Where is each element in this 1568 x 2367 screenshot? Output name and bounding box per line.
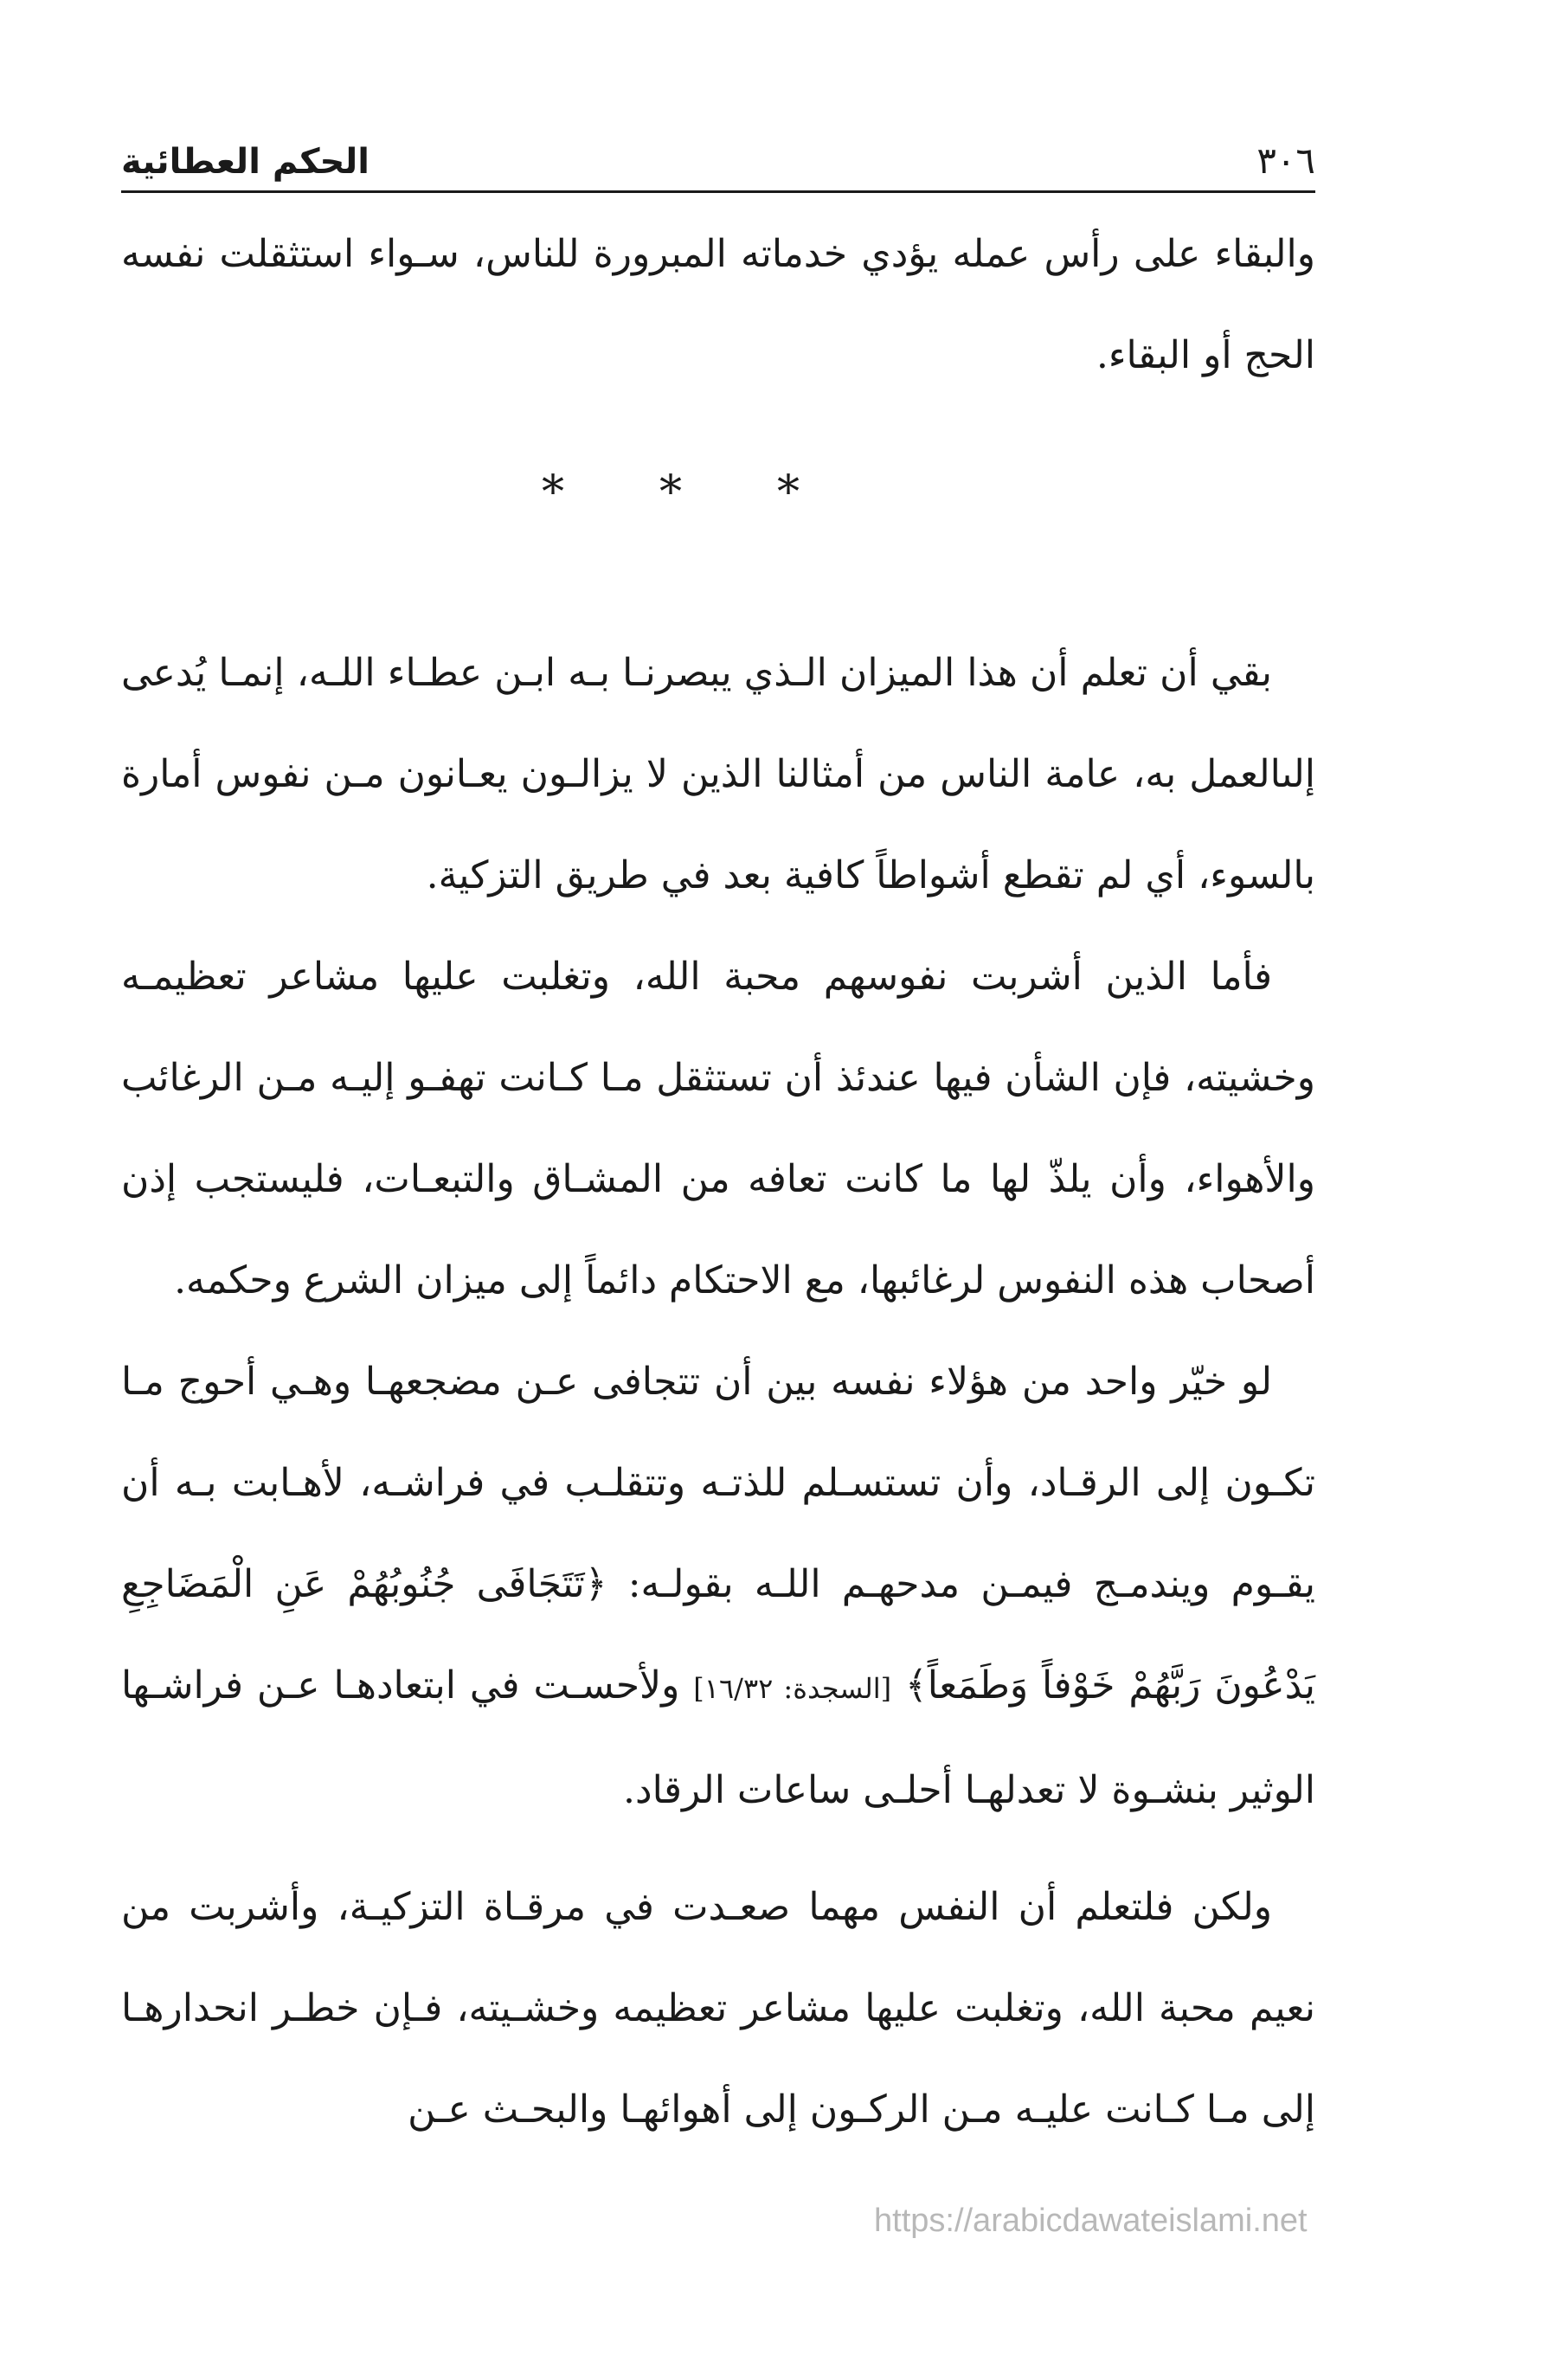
- section-separator: [121, 466, 1315, 518]
- separator-star: *: [659, 466, 777, 518]
- paragraph-1: والبقاء على رأس عمله يؤدي خدماته المبرورة للناس، سـواء استثقلت نفسه الحج أو البقاء.: [121, 232, 1315, 377]
- book-page: [121, 113, 1315, 2160]
- verse-reference: [السجدة: ١٦/٣٢]: [693, 1672, 892, 1705]
- paragraph-4-continued: ولأحسـت في ابتعادهـا عـن فراشـها الوثير بنشـوة لا تعدلهـا أحلـى ساعات الرقاد.: [121, 1663, 1315, 1812]
- separator-star: *: [777, 466, 895, 518]
- book-title: الحكم العطائية: [121, 142, 370, 182]
- page-number: ٣٠٦: [1256, 139, 1315, 182]
- separator-star: *: [542, 466, 659, 518]
- paragraph-3: فأما الذين أشربت نفوسهم محبة الله، وتغلبت عليها مشاعر تعظيمـه وخشيته، فإن الشأن فيها عندئذ أن تستثقل مـا كـانت تهفـو إليـه مـن الرغائب والأهواء، وأن يلذّ لها ما كانت تعافه من المشـاق والتبعـات، فليستجب إذن أصحاب هذه النفوس لرغائبها، مع الاحتكام دائماً إلى ميزان الشرع وحكمه.: [121, 955, 1315, 1302]
- watermark-link[interactable]: https://arabicdawateislami.net: [874, 2203, 1308, 2239]
- running-header: [121, 113, 1315, 193]
- paragraph-5: ولكن فلتعلم أن النفس مهما صعـدت في مرقـاة التزكيـة، وأشربت من نعيم محبة الله، وتغلبت عليها مشاعر تعظيمه وخشـيته، فـإن خطـر انحدارهـا إلى مـا كـانت عليـه مـن الركـون إلى أهوائهـا والبحـث عـن: [121, 1885, 1315, 2132]
- paragraph-2: بقي أن تعلم أن هذا الميزان الـذي يبصرنـا بـه ابـن عطـاء اللـه، إنمـا يُدعى إلىالعمل به، عامة الناس من أمثالنا الذين لا يزالـون يعـانون مـن نفوس أمارة بالسوء، أي لم تقطع أشواطاً كافية بعد في طريق التزكية.: [121, 651, 1315, 897]
- paragraph-4: [121, 1331, 1315, 1841]
- paragraph-4-text: لو خيّر واحد من هؤلاء نفسه بين أن تتجافى عـن مضجعهـا وهـي أحوج مـا تكـون إلى الرقـاد، وأن تستسـلم للذتـه وتتقلـب في فراشـه، لأهـابت بـه أن يقـوم ويندمـج فيمـن مدحهـم اللـه بقولـه:: [121, 1360, 1315, 1606]
- quran-verse: ﴿تَتَجَافَى جُنُوبُهُمْ عَنِ الْمَضَاجِعِ يَدْعُونَ رَبَّهُمْ خَوْفاً وَطَمَعاً﴾: [121, 1562, 1315, 1708]
